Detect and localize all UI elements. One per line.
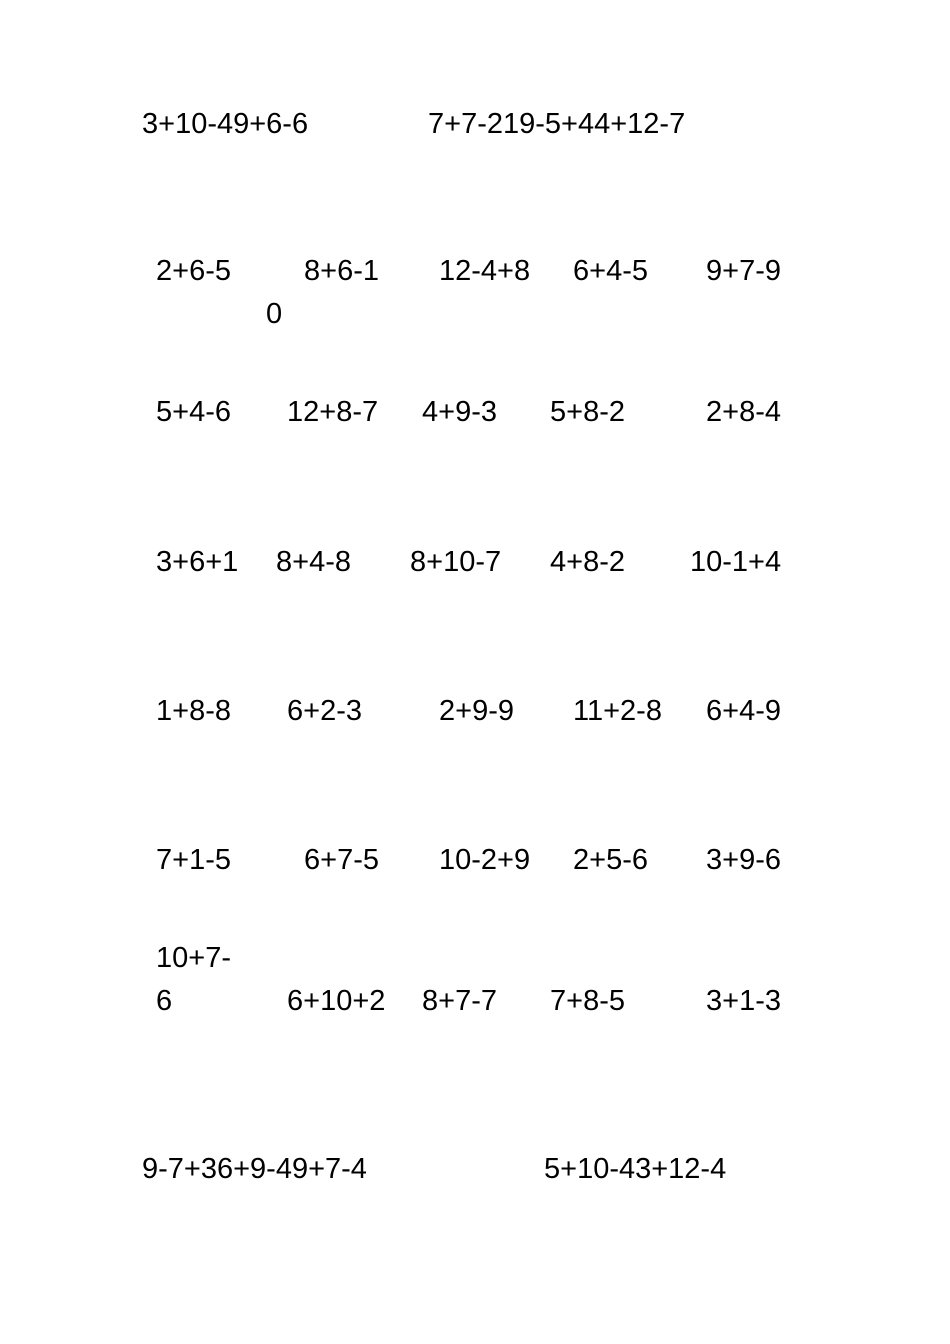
- problem-r2-c4: 5+8-2: [550, 396, 625, 428]
- problem-r2-c1: 5+4-6: [156, 396, 231, 428]
- problem-r5-c4: 2+5-6: [573, 844, 648, 876]
- problem-r6-c5: 3+1-3: [706, 985, 781, 1017]
- problem-r3-c3: 8+10-7: [410, 546, 502, 578]
- problem-r5-c3: 10-2+9: [439, 844, 531, 876]
- problem-r6-c3: 8+7-7: [422, 985, 497, 1017]
- problem-r4-c3: 2+9-9: [439, 695, 514, 727]
- stray-digit: 0: [266, 298, 283, 330]
- problem-r1-c3: 12-4+8: [439, 255, 531, 287]
- problem-r4-c2: 6+2-3: [287, 695, 362, 727]
- problem-r5-c2: 6+7-5: [304, 844, 379, 876]
- problem-r1-c5: 9+7-9: [706, 255, 781, 287]
- problem-r6-c4: 7+8-5: [550, 985, 625, 1017]
- problem-r6-c2: 6+10+2: [287, 985, 386, 1017]
- problem-r2-c3: 4+9-3: [422, 396, 497, 428]
- top-expression-1: 3+10-49+6-6: [142, 108, 309, 140]
- problem-r4-c1: 1+8-8: [156, 695, 231, 727]
- problem-r3-c1: 3+6+1: [156, 546, 239, 578]
- bottom-expression-1: 9-7+36+9-49+7-4: [142, 1153, 367, 1185]
- problem-r2-c5: 2+8-4: [706, 396, 781, 428]
- bottom-expression-2: 5+10-43+12-4: [544, 1153, 727, 1185]
- problem-r4-c5: 6+4-9: [706, 695, 781, 727]
- problem-r5-c1: 7+1-5: [156, 844, 231, 876]
- problem-r6-c1: 10+7-6: [156, 942, 231, 1017]
- problem-r1-c4: 6+4-5: [573, 255, 648, 287]
- problem-r4-c4: 11+2-8: [573, 695, 662, 727]
- problem-r1-c1: 2+6-5: [156, 255, 231, 287]
- problem-r1-c2: 8+6-1: [304, 255, 379, 287]
- problem-r5-c5: 3+9-6: [706, 844, 781, 876]
- problem-r2-c2: 12+8-7: [287, 396, 379, 428]
- top-expression-2: 7+7-219-5+44+12-7: [428, 108, 686, 140]
- problem-r3-c5: 10-1+4: [690, 546, 782, 578]
- problem-r3-c2: 8+4-8: [276, 546, 351, 578]
- problem-r3-c4: 4+8-2: [550, 546, 625, 578]
